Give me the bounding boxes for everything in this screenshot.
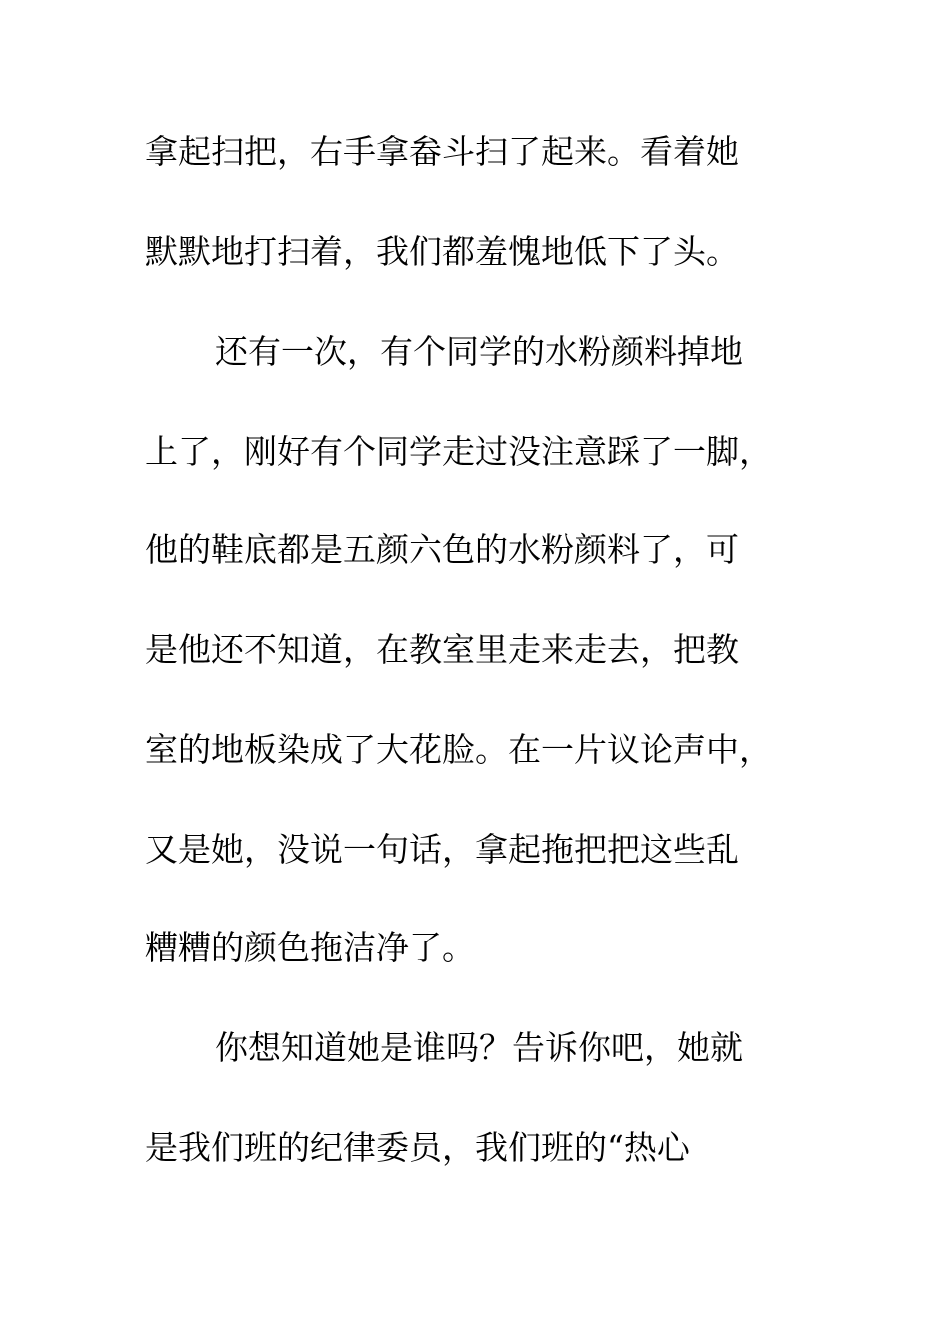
text-line: 糟糟的颜色拖洁净了。 bbox=[145, 928, 475, 967]
text-line: 室的地板染成了大花脸。在一片议论声中， bbox=[145, 730, 772, 769]
text-line: 是他还不知道，在教室里走来走去，把教 bbox=[145, 630, 739, 669]
text-line: 默默地打扫着，我们都羞愧地低下了头。 bbox=[145, 232, 739, 271]
text-line: 他的鞋底都是五颜六色的水粉颜料了，可 bbox=[145, 530, 739, 569]
text-line: 拿起扫把，右手拿畚斗扫了起来。看着她 bbox=[145, 132, 739, 171]
text-line: 上了，刚好有个同学走过没注意踩了一脚， bbox=[145, 432, 772, 471]
paragraph-start-line: 还有一次，有个同学的水粉颜料掉地 bbox=[215, 332, 743, 371]
text-line: 又是她，没说一句话，拿起拖把把这些乱 bbox=[145, 830, 739, 869]
text-line: 是我们班的纪律委员，我们班的“热心 bbox=[145, 1128, 690, 1167]
paragraph-start-line: 你想知道她是谁吗？告诉你吧，她就 bbox=[215, 1028, 743, 1067]
